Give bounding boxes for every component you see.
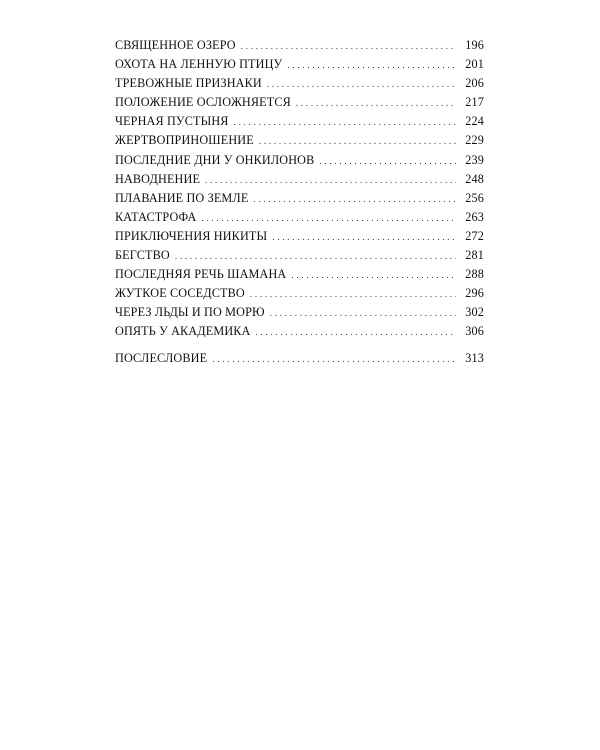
- toc-entry-page: 313: [465, 350, 484, 365]
- toc-entry-title: ЧЕРЕЗ ЛЬДЫ И ПО МОРЮ: [115, 305, 265, 320]
- toc-entry-title: НАВОДНЕНИЕ: [115, 171, 201, 186]
- dot-leader: [234, 118, 456, 127]
- dot-leader: [205, 176, 456, 185]
- toc-entry-title: ЧЕРНАЯ ПУСТЫНЯ: [115, 114, 229, 129]
- dot-leader: [272, 233, 456, 242]
- toc-entry-afterword: [115, 351, 484, 370]
- toc-entry-title: ЖУТКОЕ СОСЕДСТВО: [115, 286, 245, 301]
- dot-leader: [291, 271, 456, 280]
- table-of-contents: [115, 38, 484, 370]
- toc-entry-catastrophe: [115, 210, 484, 229]
- toc-entry-page: 272: [465, 228, 484, 243]
- toc-entry-molting-bird-hunt: [115, 57, 484, 76]
- toc-entry-title: ПОСЛЕДНИЕ ДНИ У ОНКИЛОНОВ: [115, 152, 315, 167]
- toc-entry-through-ice-and-sea: [115, 305, 484, 324]
- dot-leader: [270, 309, 456, 318]
- dot-leader: [250, 290, 456, 299]
- toc-entry-sailing-on-land: [115, 191, 484, 210]
- toc-entry-title: ОХОТА НА ЛЕННУЮ ПТИЦУ: [115, 57, 283, 72]
- toc-entry-page: 201: [465, 57, 484, 72]
- toc-entry-page: 248: [465, 171, 484, 186]
- dot-leader: [175, 252, 456, 261]
- toc-entry-alarming-signs: [115, 76, 484, 95]
- toc-entry-page: 288: [465, 267, 484, 282]
- toc-entry-title: ТРЕВОЖНЫЕ ПРИЗНАКИ: [115, 76, 262, 91]
- toc-entry-title: БЕГСТВО: [115, 248, 170, 263]
- toc-entry-title: СВЯЩЕННОЕ ОЗЕРО: [115, 38, 236, 52]
- toc-entry-black-desert: [115, 114, 484, 133]
- dot-leader: [287, 61, 456, 70]
- toc-entry-title: ПОСЛЕСЛОВИЕ: [115, 350, 208, 365]
- toc-entry-eerie-neighbors: [115, 286, 484, 305]
- toc-entry-page: 302: [465, 305, 484, 320]
- dot-leader: [296, 99, 456, 108]
- dot-leader: [267, 80, 456, 89]
- toc-entry-title: ЖЕРТВОПРИНОШЕНИЕ: [115, 133, 254, 148]
- toc-entry-page: 256: [465, 190, 484, 205]
- toc-entry-nikita-adventures: [115, 229, 484, 248]
- toc-entry-back-at-academician: [115, 324, 484, 343]
- toc-entry-sacred-lake: [115, 38, 484, 57]
- dot-leader: [212, 355, 456, 364]
- toc-entry-page: 229: [465, 133, 484, 148]
- dot-leader: [241, 42, 456, 51]
- toc-entry-escape: [115, 248, 484, 267]
- toc-entry-last-days: [115, 153, 484, 172]
- toc-entry-sacrifice: [115, 133, 484, 152]
- dot-leader: [256, 328, 456, 337]
- dot-leader: [319, 157, 456, 166]
- toc-entry-title: ПЛАВАНИЕ ПО ЗЕМЛЕ: [115, 190, 249, 205]
- toc-entry-page: 196: [465, 38, 484, 52]
- toc-entry-shaman-last-speech: [115, 267, 484, 286]
- toc-entry-title: ПРИКЛЮЧЕНИЯ НИКИТЫ: [115, 228, 268, 243]
- dot-leader: [259, 137, 456, 146]
- toc-entry-page: 206: [465, 76, 484, 91]
- toc-entry-title: ПОЛОЖЕНИЕ ОСЛОЖНЯЕТСЯ: [115, 95, 291, 110]
- toc-entry-page: 306: [465, 324, 484, 339]
- toc-entry-page: 239: [465, 152, 484, 167]
- toc-entry-title: ОПЯТЬ У АКАДЕМИКА: [115, 324, 251, 339]
- dot-leader: [253, 195, 456, 204]
- toc-entry-page: 296: [465, 286, 484, 301]
- dot-leader: [202, 214, 456, 223]
- toc-entry-title: КАТАСТРОФА: [115, 209, 197, 224]
- toc-entry-page: 281: [465, 248, 484, 263]
- toc-entry-page: 224: [465, 114, 484, 129]
- toc-entry-situation-worsens: [115, 95, 484, 114]
- toc-entry-title: ПОСЛЕДНЯЯ РЕЧЬ ШАМАНА: [115, 267, 287, 282]
- toc-entry-page: 217: [465, 95, 484, 110]
- toc-entry-page: 263: [465, 209, 484, 224]
- toc-entry-flood: [115, 172, 484, 191]
